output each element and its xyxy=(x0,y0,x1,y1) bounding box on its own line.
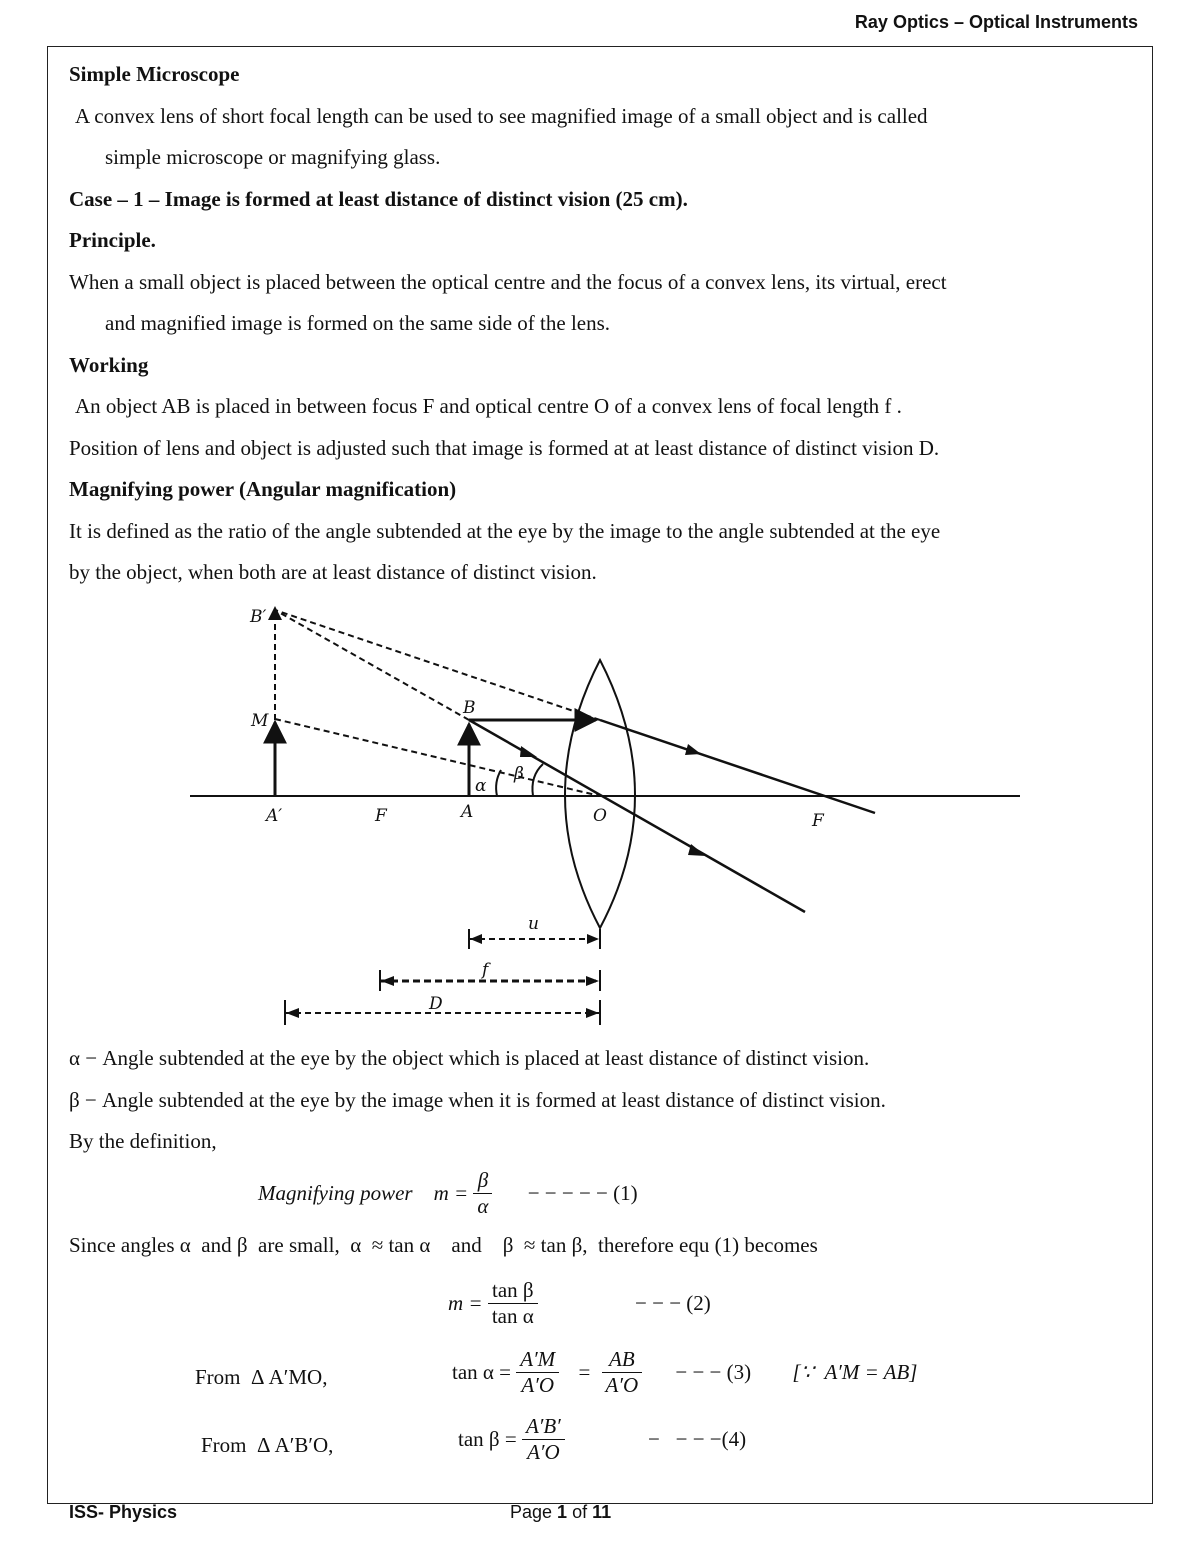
eq1-tag: − − − − − (1) xyxy=(527,1181,638,1205)
principle-line-2: and magnified image is formed on the same side of the lens. xyxy=(105,311,611,335)
working-line-2: Position of lens and object is adjusted such that image is formed at at least distance of distinct vision D. xyxy=(69,435,940,460)
running-header: Ray Optics – Optical Instruments xyxy=(854,12,1138,32)
page-content xyxy=(69,54,1141,594)
principle-title: Principle. xyxy=(69,228,156,252)
equation-4 xyxy=(458,1414,746,1465)
equation-3 xyxy=(452,1347,917,1398)
eq3-fraction-1 xyxy=(516,1347,559,1398)
intro-line-1: A convex lens of short focal length can be used to see magnified image of a small object and is called xyxy=(75,103,928,128)
eq1-denominator: α xyxy=(477,1194,489,1218)
ray-central-arrow-2 xyxy=(688,844,706,856)
f-arrow-left xyxy=(381,976,394,986)
dashed-extension-2 xyxy=(275,610,469,720)
label-b-prime: B′ xyxy=(250,607,267,627)
page-number xyxy=(510,1502,611,1523)
eq3-denominator-2: A′O xyxy=(605,1373,639,1397)
u-arrow-right xyxy=(587,934,599,944)
eq3-numerator-2: AB xyxy=(602,1347,643,1373)
footer-left: ISS- Physics xyxy=(69,1502,178,1522)
section-title: Simple Microscope xyxy=(69,62,240,86)
principle-line-1: When a small object is placed between the optical centre and the focus of a convex lens, its virtual, erect xyxy=(69,269,947,294)
alpha-arc xyxy=(496,770,501,796)
page-current: 1 xyxy=(557,1502,568,1522)
eq4-denominator: A′O xyxy=(527,1440,560,1464)
u-arrow-left xyxy=(470,934,482,944)
eq3-lhs: tan α = xyxy=(452,1360,512,1384)
label-beta: β xyxy=(514,764,524,784)
ray-central xyxy=(469,720,805,912)
equation-2 xyxy=(448,1278,711,1329)
working-title: Working xyxy=(69,352,149,377)
beta-arc xyxy=(532,764,543,796)
definitions xyxy=(69,1038,1141,1163)
from-3: From Δ A′MO, xyxy=(195,1365,328,1389)
label-u: u xyxy=(528,914,539,934)
label-m: M xyxy=(251,711,269,731)
eq4-fraction xyxy=(522,1414,565,1465)
ray-refracted xyxy=(600,720,875,813)
label-d: D xyxy=(429,994,443,1014)
eq2-numerator: tan β xyxy=(488,1278,538,1304)
ray-central-arrow-1 xyxy=(520,746,537,757)
working-line-1: An object AB is placed in between focus F and optical centre O of a convex lens of focal length f . xyxy=(75,394,902,418)
equation-1 xyxy=(258,1168,638,1219)
eq4-numerator: A′B′ xyxy=(522,1414,565,1440)
magnifying-power-title: Magnifying power (Angular magnification) xyxy=(69,477,457,501)
mp-line-1: It is defined as the ratio of the angle subtended at the eye by the image to the angle subtended at the eye xyxy=(69,518,941,543)
eq3-numerator-1: A′M xyxy=(516,1347,559,1373)
case-title: Case – 1 – Image is formed at least distance of distinct vision (25 cm). xyxy=(69,186,688,211)
label-f-right: F xyxy=(812,811,824,831)
eq2-tag: − − − (2) xyxy=(635,1291,711,1315)
label-b: B xyxy=(463,698,476,718)
page-mid: of xyxy=(567,1502,593,1522)
dashed-extension-3 xyxy=(275,719,600,796)
eq1-fraction xyxy=(473,1168,492,1219)
label-f: f xyxy=(482,960,489,980)
label-f-left: F xyxy=(375,806,387,826)
eq1-lhs: Magnifying power m = xyxy=(258,1181,469,1205)
dashed-extension-1 xyxy=(275,610,600,720)
beta-definition: β − Angle subtended at the eye by the image when it is formed at least distance of distinct vision. xyxy=(69,1087,886,1112)
eq3-note: [∵ A′M = AB] xyxy=(792,1360,918,1384)
d-arrow-left xyxy=(286,1008,299,1018)
image-b-prime-arrowhead xyxy=(268,606,282,620)
eq4-lhs: tan β = xyxy=(458,1427,517,1451)
label-o: O xyxy=(593,806,607,826)
ray-refracted-arrow xyxy=(685,744,701,755)
intro-line-2: simple microscope or magnifying glass. xyxy=(105,145,441,169)
eq2-denominator: tan α xyxy=(491,1304,534,1328)
label-a: A xyxy=(461,802,474,822)
page-prefix: Page xyxy=(510,1502,558,1522)
eq2-lhs: m = xyxy=(448,1291,483,1315)
page-total: 11 xyxy=(592,1502,612,1522)
label-a-prime: A′ xyxy=(266,806,283,826)
eq1-numerator: β xyxy=(473,1168,492,1194)
f-arrow-right xyxy=(586,976,599,986)
eq3-denominator-1: A′O xyxy=(521,1373,555,1397)
d-arrow-right xyxy=(586,1008,599,1018)
by-definition: By the definition, xyxy=(69,1129,217,1153)
alpha-definition: α − Angle subtended at the eye by the object which is placed at least distance of distinct vision. xyxy=(69,1046,870,1070)
eq2-fraction xyxy=(488,1278,538,1329)
eq3-equals: = xyxy=(578,1360,591,1384)
since-line: Since angles α and β are small, α ≈ tan α and β ≈ tan β, therefore equ (1) becomes xyxy=(69,1233,818,1257)
eq4-tag: − − − −(4) xyxy=(648,1427,747,1451)
eq3-fraction-2 xyxy=(602,1347,643,1398)
from-4: From Δ A′B′O, xyxy=(201,1433,334,1457)
ray-diagram xyxy=(0,595,1200,1035)
mp-line-2: by the object, when both are at least distance of distinct vision. xyxy=(69,560,597,584)
eq3-tag: − − − (3) xyxy=(675,1360,752,1384)
label-alpha: α xyxy=(475,776,487,796)
